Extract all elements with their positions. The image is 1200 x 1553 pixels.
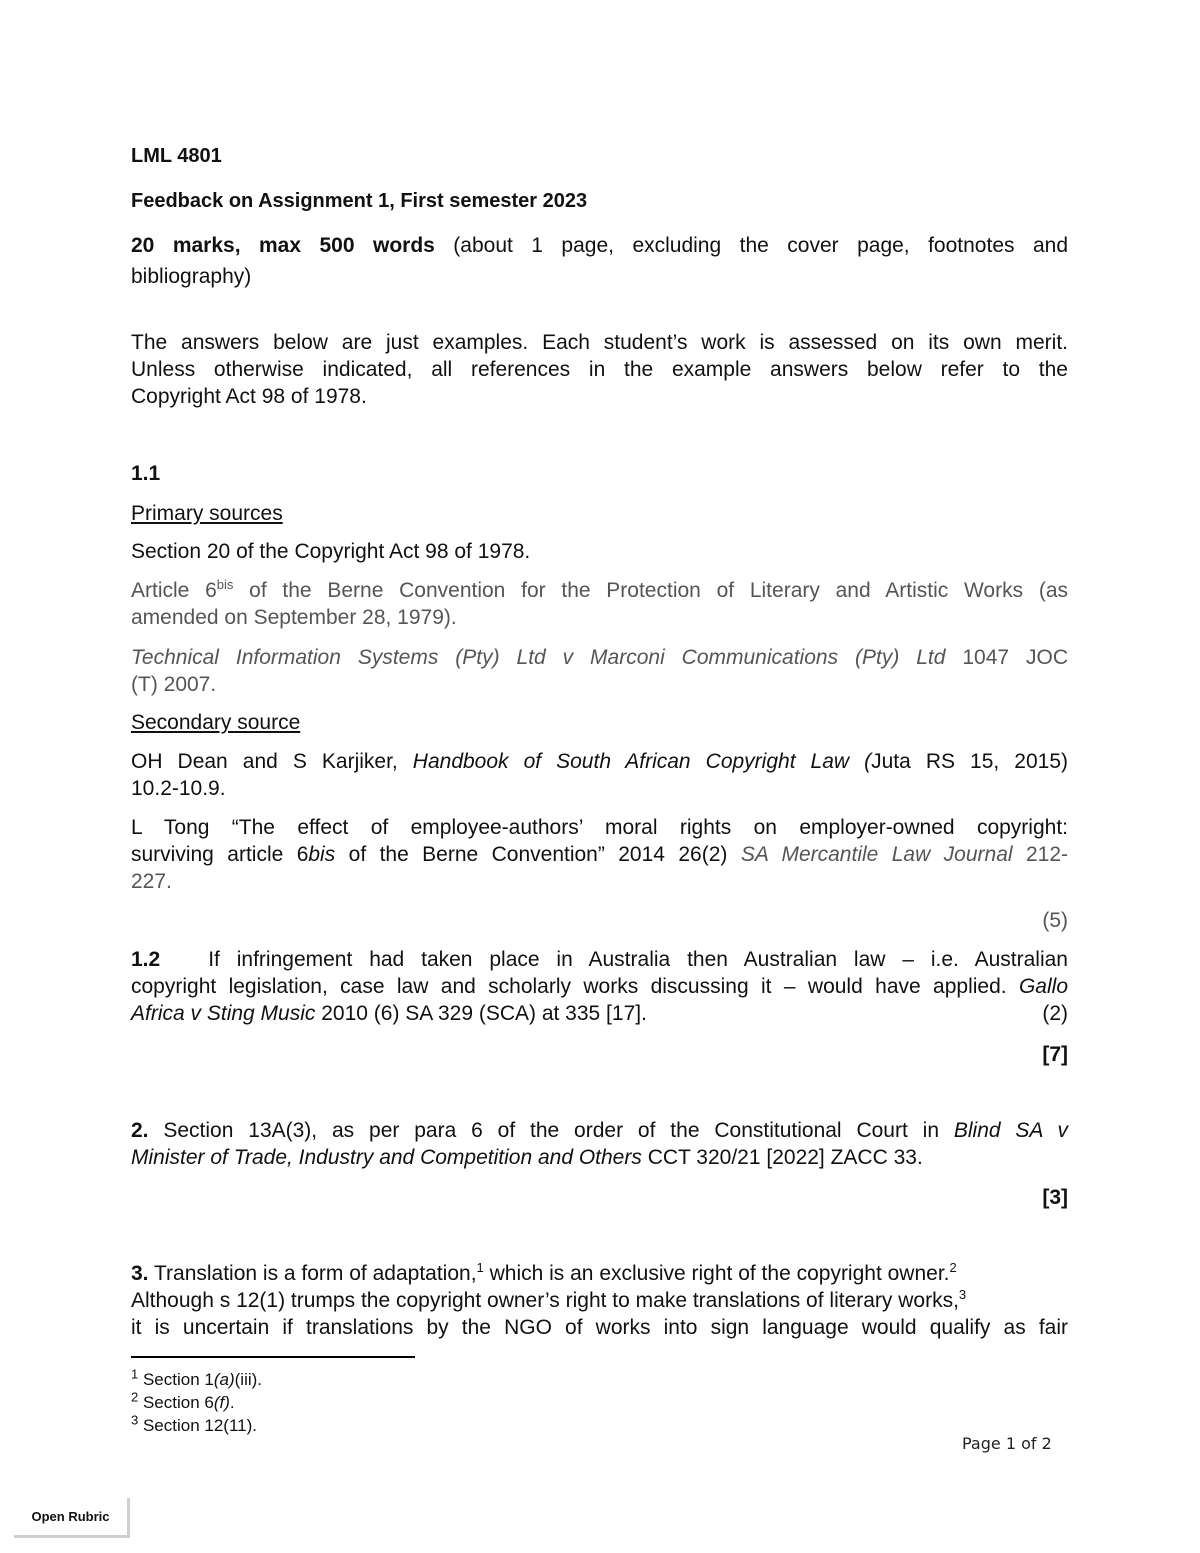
question-1-1-marks: (5) bbox=[1042, 909, 1068, 932]
case-name-sting-music: Africa v Sting Music bbox=[131, 1002, 316, 1025]
primary-source-3-line2: (T) 2007. bbox=[131, 673, 217, 696]
secondary-source-2-line2 bbox=[131, 841, 1068, 868]
footnote-2-num: 2 bbox=[131, 1389, 139, 1405]
question-3-text1b: which is an exclusive right of the copyright owner. bbox=[483, 1262, 950, 1285]
case-name-gallo: Gallo bbox=[1018, 975, 1068, 998]
question-3-line1 bbox=[131, 1260, 1068, 1287]
page-number: Page 1 of 2 bbox=[962, 1434, 1052, 1453]
secondary-source-1-rest: Juta RS 15, 2015) bbox=[871, 750, 1068, 773]
secondary-source-1-line2: 10.2-10.9. bbox=[131, 777, 226, 800]
secondary-source-2-bis: bis bbox=[308, 843, 336, 866]
course-code: LML 4801 bbox=[131, 145, 222, 167]
primary-source-3-rest: 1047 JOC bbox=[945, 646, 1068, 669]
intro-line1: The answers below are just examples. Each student’s work is assessed on its own merit. bbox=[131, 331, 1068, 354]
footnote-2 bbox=[131, 1391, 262, 1414]
intro-line2: Unless otherwise indicated, all references in the example answers below refer to the bbox=[131, 358, 1068, 381]
question-1-2-text1: If infringement had taken place in Australia then Australian law – i.e. Australian bbox=[208, 948, 1068, 971]
secondary-source-2-line3: 227. bbox=[131, 870, 172, 893]
question-1-total: [7] bbox=[1042, 1043, 1068, 1066]
question-1-2-text2: copyright legislation, case law and scholarly works discussing it – would have applied. bbox=[131, 975, 1019, 998]
footnote-3-pre: Section 12(11). bbox=[138, 1416, 257, 1435]
primary-sources-heading: Primary sources bbox=[131, 502, 283, 525]
case-name-technical-information: Technical Information Systems (Pty) Ltd v Marconi Communications (Pty) Ltd bbox=[131, 646, 946, 669]
secondary-source-heading: Secondary source bbox=[131, 711, 301, 734]
footnote-1-post: (iii). bbox=[234, 1370, 263, 1389]
question-1-2-line3 bbox=[131, 1000, 1068, 1027]
footnote-separator bbox=[131, 1356, 415, 1358]
document-title: Feedback on Assignment 1, First semester 2023 bbox=[131, 190, 588, 212]
primary-source-2-rest: of the Berne Convention for the Protection of Literary and Artistic Works (as bbox=[233, 579, 1069, 602]
marks-info-line2: bibliography) bbox=[131, 265, 252, 288]
question-1-2-marks: (2) bbox=[1042, 1002, 1068, 1025]
footnote-2-post: . bbox=[229, 1393, 235, 1412]
intro-line3: Copyright Act 98 of 1978. bbox=[131, 385, 367, 408]
footnote-ref-1[interactable]: 1 bbox=[476, 1260, 484, 1275]
question-1-1-number: 1.1 bbox=[131, 462, 161, 485]
question-2-number: 2. bbox=[131, 1119, 149, 1142]
question-3-text2: Although s 12(1) trumps the copyright owner’s right to make translations of literary works, bbox=[131, 1289, 959, 1312]
secondary-source-2-pre: surviving article 6 bbox=[131, 843, 309, 866]
question-2-citation: CCT 320/21 [2022] ZACC 33. bbox=[641, 1146, 923, 1169]
primary-source-2-line2: amended on September 28, 1979). bbox=[131, 606, 457, 629]
case-name-minister: Minister of Trade, Industry and Competition and Others bbox=[131, 1146, 642, 1169]
case-name-blind-sa: Blind SA v bbox=[953, 1119, 1068, 1142]
question-3-text1a: Translation is a form of adaptation, bbox=[148, 1262, 477, 1285]
footnote-2-pre: Section 6 bbox=[138, 1393, 214, 1412]
question-3-line2 bbox=[131, 1287, 1068, 1314]
footnote-2-italic: (f) bbox=[213, 1393, 230, 1412]
question-2-total: [3] bbox=[1042, 1186, 1068, 1209]
primary-source-2-pre: Article 6 bbox=[131, 579, 217, 602]
secondary-source-2-line1: L Tong “The effect of employee-authors’ moral rights on employer-owned copyright: bbox=[131, 816, 1068, 839]
footnote-ref-2[interactable]: 2 bbox=[949, 1260, 957, 1275]
question-3-number: 3. bbox=[131, 1262, 149, 1285]
question-1-2-line1 bbox=[131, 946, 1068, 973]
secondary-source-2-mid: of the Berne Convention” 2014 26(2) bbox=[335, 843, 741, 866]
secondary-source-1-line1 bbox=[131, 748, 1068, 775]
footnotes bbox=[131, 1368, 262, 1437]
question-1-2-line2 bbox=[131, 973, 1068, 1000]
book-title-handbook: Handbook of South African Copyright Law ( bbox=[412, 750, 872, 773]
question-2-line1 bbox=[131, 1117, 1068, 1144]
question-2-line2 bbox=[131, 1144, 1068, 1171]
footnote-1-pre: Section 1 bbox=[138, 1370, 214, 1389]
question-1-2-citation: 2010 (6) SA 329 (SCA) at 335 [17]. bbox=[315, 1002, 647, 1025]
question-2-text: Section 13A(3), as per para 6 of the order of the Constitutional Court in bbox=[148, 1119, 954, 1142]
footnote-ref-3[interactable]: 3 bbox=[958, 1287, 967, 1302]
marks-info-bold: 20 marks, max 500 words bbox=[131, 234, 435, 257]
footnote-1 bbox=[131, 1368, 262, 1391]
primary-source-2-line1 bbox=[131, 577, 1068, 604]
primary-source-2-sup: bis bbox=[216, 577, 234, 592]
open-rubric-button[interactable]: Open Rubric bbox=[14, 1498, 130, 1538]
footnote-1-num: 1 bbox=[131, 1366, 139, 1382]
footnote-3 bbox=[131, 1414, 262, 1437]
footnote-1-italic: (a) bbox=[213, 1370, 235, 1389]
marks-info-line1 bbox=[131, 232, 1068, 259]
primary-source-3-line1 bbox=[131, 644, 1068, 671]
marks-info-rest: (about 1 page, excluding the cover page, footnotes and bbox=[434, 234, 1068, 257]
question-1-2-number: 1.2 bbox=[131, 948, 161, 971]
question-3-line3: it is uncertain if translations by the NGO of works into sign language would qualify as fair bbox=[131, 1316, 1068, 1339]
journal-name: SA Mercantile Law Journal bbox=[740, 843, 1013, 866]
secondary-source-2-end: 212- bbox=[1012, 843, 1068, 866]
secondary-source-1-pre: OH Dean and S Karjiker, bbox=[131, 750, 413, 773]
primary-source-1: Section 20 of the Copyright Act 98 of 1978. bbox=[131, 540, 531, 563]
footnote-3-num: 3 bbox=[131, 1412, 139, 1428]
